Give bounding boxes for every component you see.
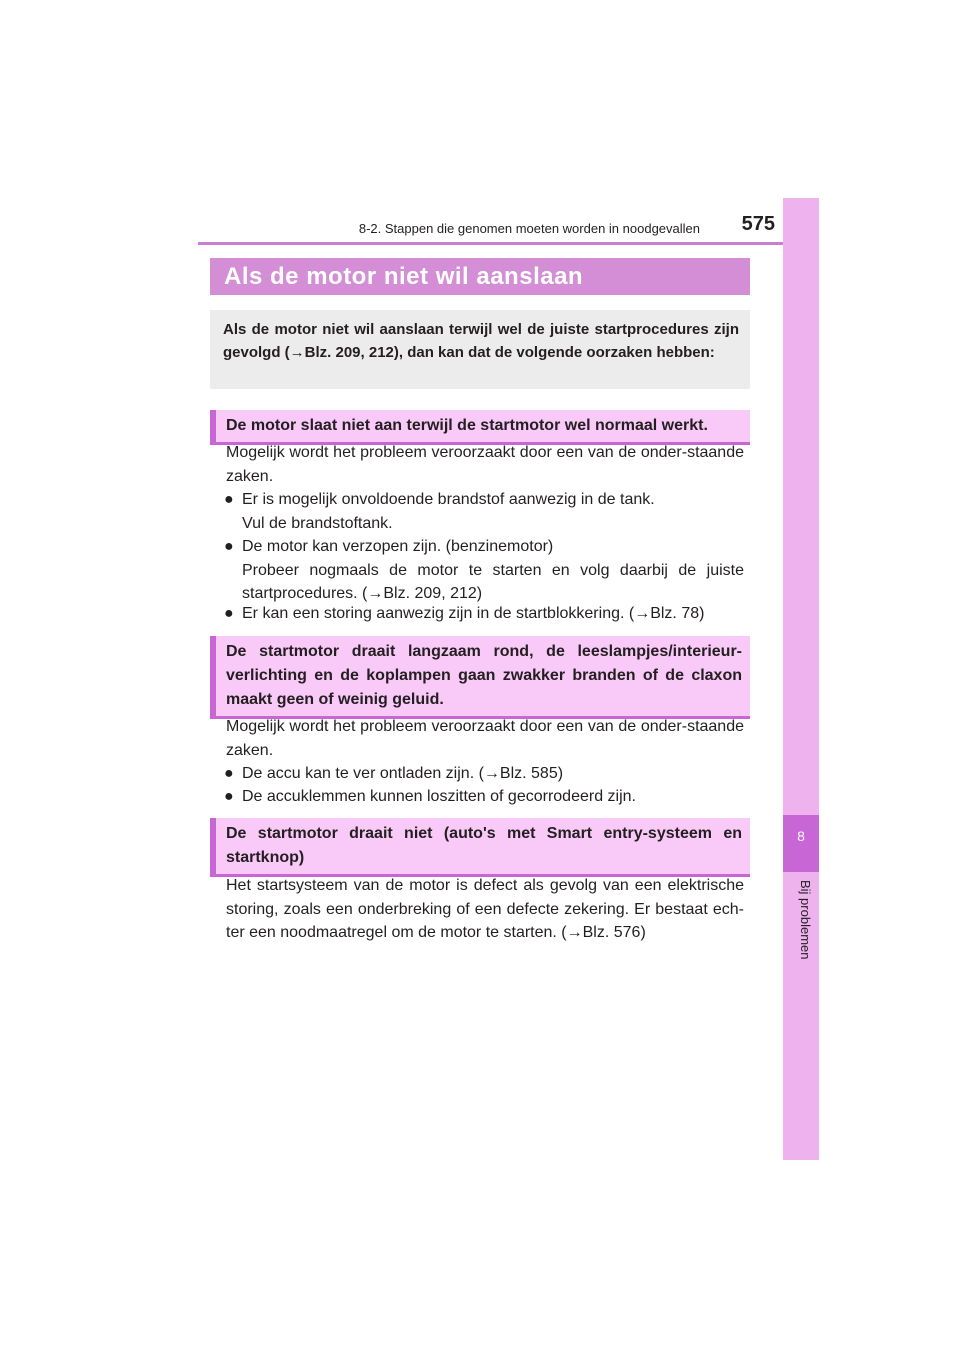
bullet-subtext: Vul de brandstoftank.	[242, 514, 393, 532]
chapter-label: Bij problemen	[798, 880, 813, 960]
page-title: Als de motor niet wil aanslaan	[210, 258, 750, 295]
bullet-icon: ●	[224, 788, 234, 805]
section-2-lead: Mogelijk wordt het probleem veroorzaakt door een van de onder-staande zaken.	[226, 718, 744, 759]
bullet-icon: ●	[224, 538, 234, 555]
bullet-icon: ●	[224, 491, 234, 508]
subheading-1-text: De motor slaat niet aan terwijl de startmotor wel normaal werkt.	[226, 417, 708, 434]
bullet-text: De motor kan verzopen zijn. (benzinemotor)	[242, 538, 554, 555]
subheading-3-text: De startmotor draait niet (auto's met Smart entry-systeem en startknop)	[226, 825, 742, 866]
bullet-text: De accuklemmen kunnen loszitten of gecorrodeerd zijn.	[242, 788, 636, 805]
bullet-text: Er is mogelijk onvoldoende brandstof aanwezig in de tank.	[242, 491, 655, 508]
bullet-text: Er kan een storing aanwezig zijn in de startblokkering. (→Blz. 78)	[242, 605, 705, 622]
intro-text: Als de motor niet wil aanslaan terwijl wel de juiste startprocedures zijn gevolgd (→Blz. 209, 212), dan kan dat de volgende oorzaken hebben:	[223, 321, 739, 361]
section-3-text: Het startsysteem van de motor is defect als gevolg van een elektrische storing, zoals een onderbreking of een defecte zekering. Er bestaat ech-ter een noodmaatregel om de motor te starten. (→Blz. 576)	[226, 877, 744, 941]
subheading-3	[210, 818, 750, 877]
bullet-text: De accu kan te ver ontladen zijn. (→Blz. 585)	[242, 765, 564, 782]
subheading-1	[210, 410, 750, 445]
chapter-side-tab	[783, 198, 819, 1160]
chapter-number: 8	[797, 828, 805, 844]
bullet-icon: ●	[224, 765, 234, 782]
page-number: 575	[741, 213, 775, 235]
section-1-lead: Mogelijk wordt het probleem veroorzaakt door een van de onder-staande zaken.	[226, 444, 744, 485]
subheading-2-text: De startmotor draait langzaam rond, de leeslampjes/interieur-verlichting en de koplampen gaan zwakker branden of de claxon maakt geen of weinig geluid.	[226, 643, 742, 708]
bullet-icon: ●	[224, 605, 234, 622]
bullet-subtext: Probeer nogmaals de motor te starten en volg daarbij de juiste startprocedures. (→Blz. 209, 212)	[242, 561, 744, 602]
subheading-2	[210, 636, 750, 719]
section-header: 8-2. Stappen die genomen moeten worden in noodgevallen	[358, 221, 700, 236]
header-divider	[198, 242, 818, 245]
intro-box	[210, 310, 750, 389]
